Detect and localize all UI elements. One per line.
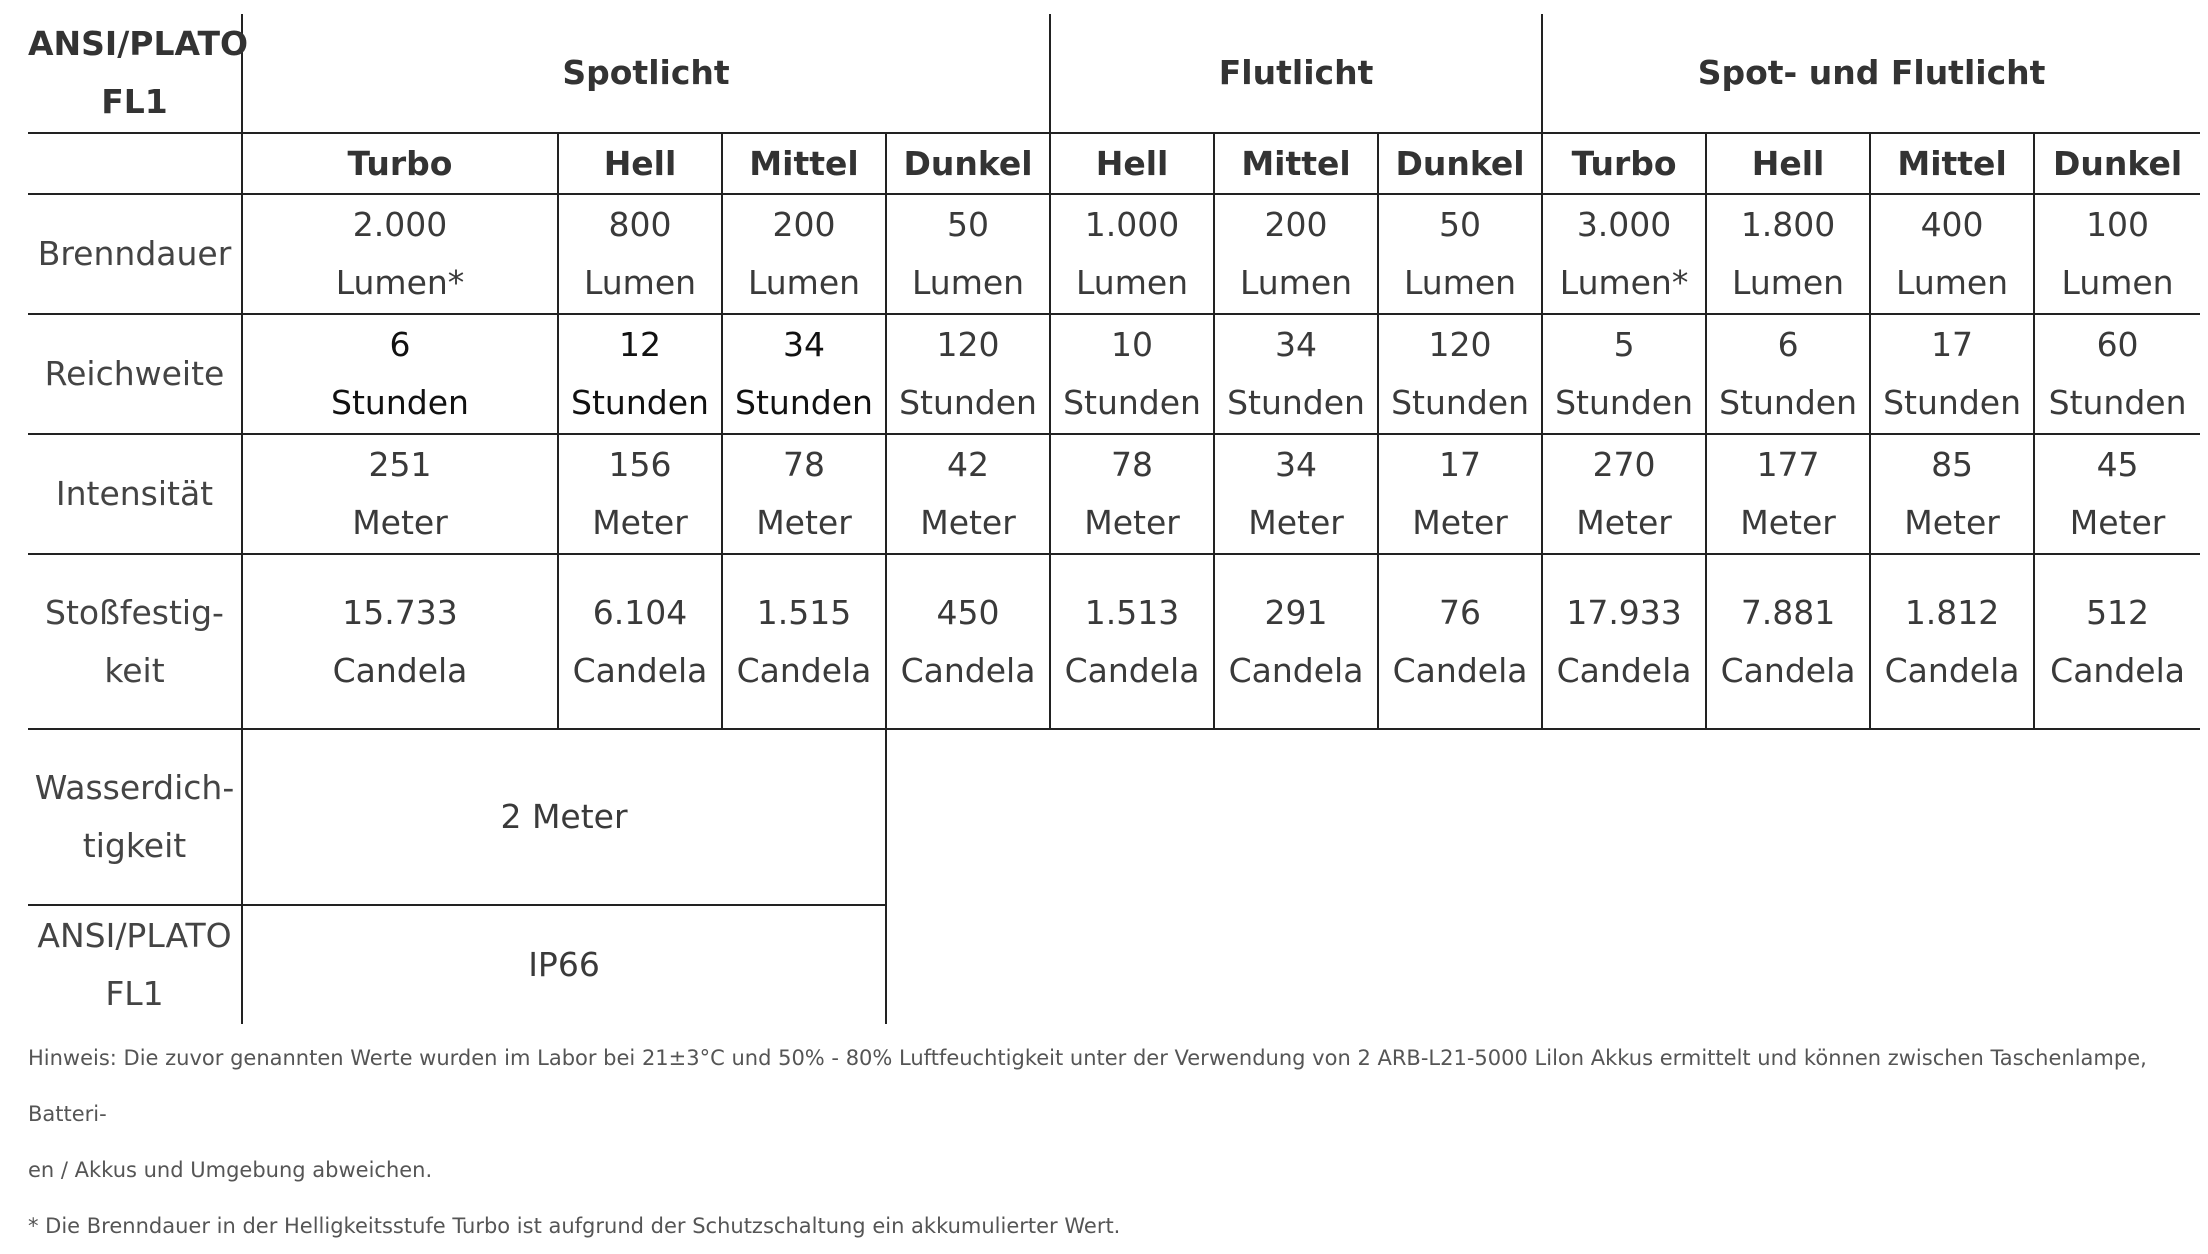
table-cell <box>1050 554 1214 729</box>
cell-value: 34 <box>1275 325 1318 364</box>
standard-header-line: ANSI/PLATO <box>28 24 249 63</box>
cell-value: 5 <box>1613 325 1635 364</box>
note-line: Hinweis: Die zuvor genannten Werte wurden im Labor bei 21±3°C und 50% - 80% Luftfeuchtigkeit unter der Verwendung von 2 ARB-L21-5000 Lilon Akkus ermittelt und können zwischen Taschenlampe, Batteri- <box>28 1046 2147 1126</box>
table-cell <box>1542 554 1706 729</box>
table-cell <box>1870 434 2034 554</box>
cell-unit: Lumen <box>1240 263 1353 302</box>
table-row-intensitaet <box>28 434 2200 554</box>
table-cell <box>2034 554 2200 729</box>
row-label-cell <box>28 729 242 905</box>
table-cell <box>1542 194 1706 314</box>
table-cell <box>558 194 722 314</box>
cell-unit: Lumen <box>1076 263 1189 302</box>
cell-unit: Meter <box>352 503 448 542</box>
specification-table <box>28 14 2200 1024</box>
row-label-line: Wasserdich- <box>34 768 235 807</box>
mode-header: Hell <box>558 133 722 194</box>
table-cell <box>1378 194 1542 314</box>
mode-header: Turbo <box>1542 133 1706 194</box>
group-header-spotlicht: Spotlicht <box>242 14 1050 133</box>
cell-unit: Lumen* <box>335 263 465 302</box>
table-cell <box>1050 434 1214 554</box>
cell-unit: Stunden <box>571 383 709 422</box>
row-label-line: Reichweite <box>44 354 225 393</box>
table-cell <box>1706 554 1870 729</box>
standard-header-line: FL1 <box>101 82 168 121</box>
row-label-cell <box>28 434 242 554</box>
table-cell <box>722 554 886 729</box>
table-cell <box>2034 314 2200 434</box>
cell-value: 45 <box>2096 445 2139 484</box>
note-line: * Die Brenndauer in der Helligkeitsstufe Turbo ist aufgrund der Schutzschaltung ein akkumulierter Wert. <box>28 1214 1121 1238</box>
row-label-cell <box>28 314 242 434</box>
cell-value: 17 <box>1931 325 1974 364</box>
cell-value: 2.000 <box>352 205 448 244</box>
cell-unit: Meter <box>1084 503 1180 542</box>
cell-unit: Meter <box>920 503 1016 542</box>
cell-unit: Stunden <box>735 383 873 422</box>
table-cell <box>558 314 722 434</box>
cell-unit: Lumen <box>747 263 861 302</box>
cell-value: 7.881 <box>1740 592 1836 632</box>
table-cell <box>1214 314 1378 434</box>
table-row-wasserdichtigkeit <box>28 729 2200 905</box>
cell-unit: Candela <box>1392 650 1528 690</box>
table-cell <box>242 194 558 314</box>
table-cell <box>722 194 886 314</box>
cell-value: 78 <box>783 445 825 484</box>
cell-unit: Lumen <box>1404 263 1517 302</box>
table-cell <box>1050 194 1214 314</box>
cell-value: 512 <box>2086 592 2150 632</box>
cell-value: 200 <box>772 205 836 244</box>
ip-rating-value: IP66 <box>242 905 886 1024</box>
table-cell <box>1378 314 1542 434</box>
row-label-cell <box>28 554 242 729</box>
table-cell <box>1870 194 2034 314</box>
footnotes <box>28 1030 2198 1254</box>
cell-value: 17 <box>1439 445 1482 484</box>
mode-header: Dunkel <box>1378 133 1542 194</box>
table-cell <box>2034 194 2200 314</box>
table-cell <box>1378 554 1542 729</box>
table-cell <box>242 314 558 434</box>
cell-value: 6 <box>1777 325 1799 364</box>
table-cell <box>886 434 1050 554</box>
empty-area <box>886 905 2200 1024</box>
row-label-line: keit <box>104 650 165 690</box>
table-cell <box>886 554 1050 729</box>
cell-unit: Meter <box>592 503 688 542</box>
row-label-line: Stoßfestig- <box>45 592 224 632</box>
cell-unit: Lumen <box>1896 263 2009 302</box>
cell-value: 15.733 <box>342 592 458 632</box>
mode-header: Dunkel <box>2034 133 2200 194</box>
cell-unit: Lumen <box>2061 263 2174 302</box>
cell-value: 120 <box>1428 325 1492 364</box>
cell-unit: Meter <box>1248 503 1344 542</box>
table-cell <box>886 194 1050 314</box>
cell-unit: Lumen <box>1732 263 1845 302</box>
table-row-stossfestigkeit <box>28 554 2200 729</box>
cell-value: 78 <box>1111 445 1154 484</box>
cell-value: 60 <box>2096 325 2139 364</box>
cell-value: 800 <box>608 205 672 244</box>
cell-unit: Candela <box>900 650 1036 690</box>
mode-header: Dunkel <box>886 133 1050 194</box>
row-label-line: FL1 <box>105 974 164 1013</box>
cell-value: 10 <box>1111 325 1154 364</box>
table-cell <box>1542 434 1706 554</box>
cell-value: 177 <box>1756 445 1820 484</box>
mode-header: Turbo <box>242 133 558 194</box>
cell-value: 450 <box>936 592 1000 632</box>
mode-header: Mittel <box>1214 133 1378 194</box>
table-cell <box>722 434 886 554</box>
cell-value: 291 <box>1264 592 1328 632</box>
cell-unit: Lumen <box>911 263 1025 302</box>
cell-unit: Candela <box>2050 650 2185 690</box>
cell-unit: Candela <box>1064 650 1200 690</box>
table-cell <box>1870 314 2034 434</box>
table-cell <box>1214 554 1378 729</box>
cell-unit: Stunden <box>2048 383 2187 422</box>
cell-value: 251 <box>368 445 432 484</box>
table-cell <box>242 434 558 554</box>
table-cell <box>722 314 886 434</box>
table-row-reichweite <box>28 314 2200 434</box>
cell-unit: Lumen* <box>1559 263 1689 302</box>
table-cell <box>1706 434 1870 554</box>
cell-unit: Stunden <box>1227 383 1365 422</box>
table-cell <box>1214 434 1378 554</box>
group-header-spot-und-flutlicht: Spot- und Flutlicht <box>1542 14 2200 133</box>
cell-unit: Stunden <box>1719 383 1857 422</box>
empty-area <box>886 729 2200 905</box>
cell-unit: Candela <box>572 650 708 690</box>
table-cell <box>1050 314 1214 434</box>
table-cell <box>2034 434 2200 554</box>
cell-value: 12 <box>619 325 661 364</box>
cell-value: 42 <box>947 445 990 484</box>
cell-value: 156 <box>608 445 672 484</box>
wasserdichtigkeit-value: 2 Meter <box>242 729 886 905</box>
row-label-line: tigkeit <box>82 826 187 865</box>
cell-value: 34 <box>1275 445 1318 484</box>
row-label-line: Brenndauer <box>37 234 232 273</box>
cell-value: 400 <box>1920 205 1984 244</box>
note-line: en / Akkus und Umgebung abweichen. <box>28 1158 433 1182</box>
cell-unit: Meter <box>756 503 852 542</box>
table-cell <box>558 554 722 729</box>
cell-value: 50 <box>947 205 990 244</box>
group-header-flutlicht: Flutlicht <box>1050 14 1542 133</box>
cell-value: 1.515 <box>756 592 852 632</box>
row-label-cell <box>28 194 242 314</box>
cell-value: 6 <box>389 325 411 364</box>
cell-value: 120 <box>936 325 1000 364</box>
cell-value: 76 <box>1439 592 1482 632</box>
cell-value: 1.812 <box>1904 592 2000 632</box>
cell-unit: Stunden <box>331 383 469 422</box>
row-label-line: Intensität <box>55 474 214 513</box>
cell-unit: Candela <box>1720 650 1856 690</box>
cell-value: 200 <box>1264 205 1328 244</box>
mode-header: Hell <box>1706 133 1870 194</box>
cell-value: 270 <box>1592 445 1656 484</box>
cell-unit: Candela <box>1884 650 2020 690</box>
table-cell <box>886 314 1050 434</box>
table-cell <box>558 434 722 554</box>
table-cell <box>1870 554 2034 729</box>
cell-unit: Candela <box>332 650 468 690</box>
table-cell <box>1542 314 1706 434</box>
row-label-line: ANSI/PLATO <box>37 916 232 955</box>
mode-header: Mittel <box>1870 133 2034 194</box>
table-cell <box>1706 314 1870 434</box>
cell-unit: Stunden <box>1555 383 1693 422</box>
table-row-ip-rating <box>28 905 2200 1024</box>
cell-unit: Meter <box>2069 503 2166 542</box>
table-row-brenndauer <box>28 194 2200 314</box>
standard-header-cell <box>28 14 249 133</box>
cell-unit: Meter <box>1904 503 2000 542</box>
mode-header-empty <box>28 133 242 194</box>
cell-unit: Stunden <box>1883 383 2021 422</box>
cell-unit: Meter <box>1412 503 1508 542</box>
cell-unit: Stunden <box>1063 383 1201 422</box>
cell-value: 85 <box>1931 445 1974 484</box>
cell-value: 100 <box>2086 205 2150 244</box>
cell-unit: Candela <box>1556 650 1692 690</box>
table-cell <box>1706 194 1870 314</box>
cell-unit: Stunden <box>1391 383 1529 422</box>
cell-unit: Candela <box>736 650 872 690</box>
row-label-cell <box>28 905 242 1024</box>
cell-value: 1.000 <box>1084 205 1180 244</box>
table-cell <box>1378 434 1542 554</box>
cell-value: 34 <box>783 325 825 364</box>
cell-unit: Meter <box>1740 503 1836 542</box>
cell-unit: Meter <box>1576 503 1672 542</box>
table-cell <box>1214 194 1378 314</box>
cell-unit: Candela <box>1228 650 1364 690</box>
cell-unit: Stunden <box>899 383 1037 422</box>
cell-value: 1.513 <box>1084 592 1180 632</box>
cell-value: 50 <box>1439 205 1482 244</box>
mode-header: Mittel <box>722 133 886 194</box>
cell-value: 1.800 <box>1740 205 1836 244</box>
cell-value: 3.000 <box>1576 205 1672 244</box>
cell-value: 17.933 <box>1566 592 1682 632</box>
table-cell <box>242 554 558 729</box>
mode-header: Hell <box>1050 133 1214 194</box>
cell-value: 6.104 <box>592 592 688 632</box>
cell-unit: Lumen <box>583 263 697 302</box>
